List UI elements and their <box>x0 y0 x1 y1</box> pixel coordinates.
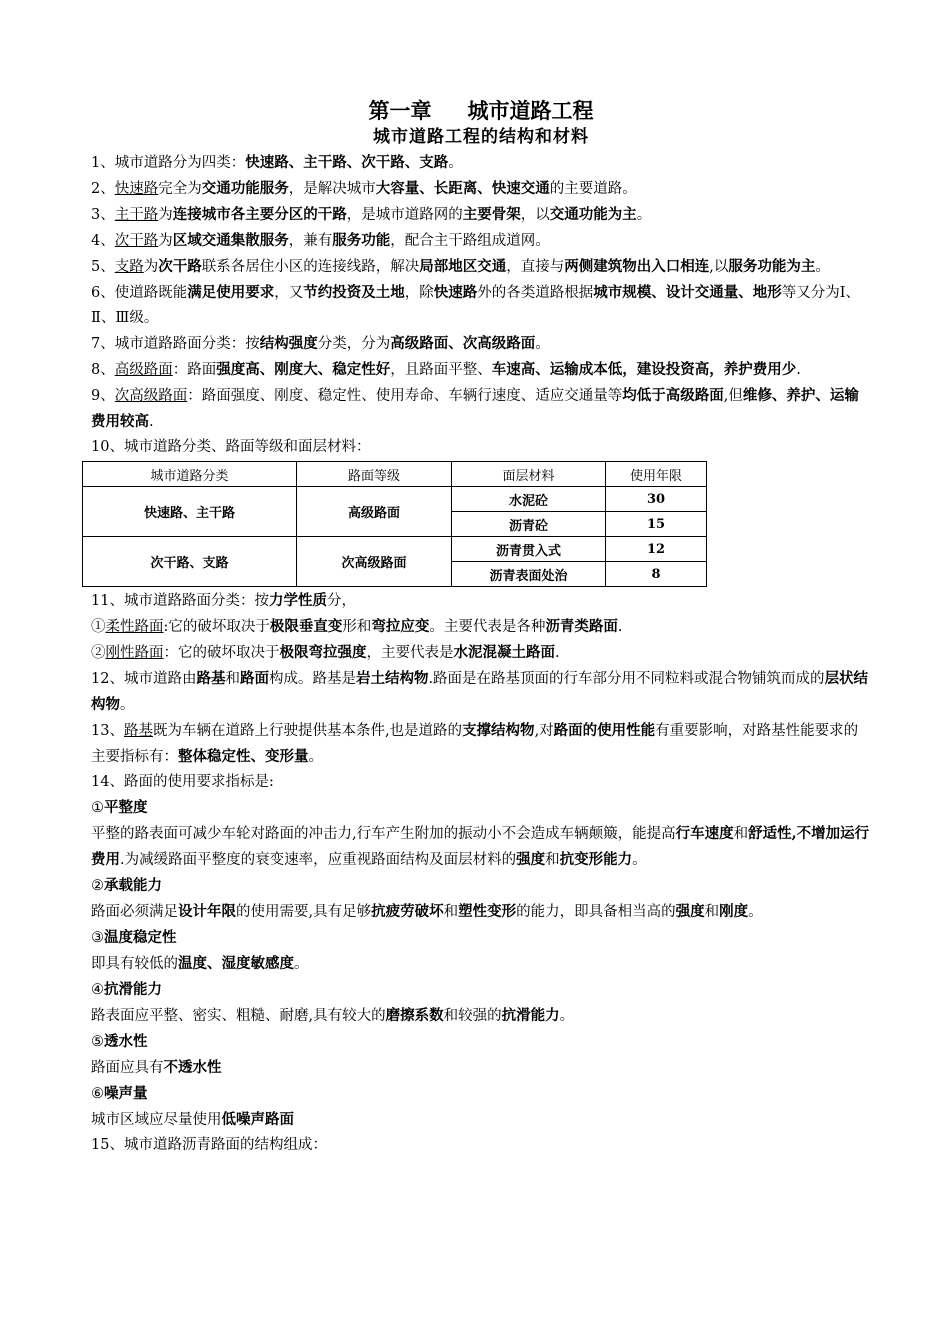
table-cell-category: 次干路、支路 <box>83 537 297 587</box>
table-cell-years: 15 <box>606 512 707 537</box>
table-header-cell: 使用年限 <box>606 462 707 487</box>
paragraph-15: 15、城市道路沥青路面的结构组成： <box>91 1137 327 1153</box>
table-row <box>83 537 707 562</box>
requirement-heading-noise: ⑥噪声量 <box>91 1085 148 1102</box>
requirement-text-flatness: 平整的路表面可减少车轮对路面的冲击力,行车产生附加的振动小不会造成车辆颠簸，能提高行车速度和舒适性,不增加运行费用.为减缓路面平整度的衰变速率，应重视路面结构及面层材料的强度和抗变形能力。 <box>91 825 870 868</box>
requirement-heading-skid: ④抗滑能力 <box>91 981 162 998</box>
paragraph-6: 6、使道路既能满足使用要求，又节约投资及土地，除快速路外的各类道路根据城市规模、设计交通量、地形等又分为Ⅰ、Ⅱ、Ⅲ级。 <box>91 284 860 326</box>
requirement-heading-temperature: ③温度稳定性 <box>91 929 177 946</box>
table-cell-grade: 高级路面 <box>297 487 452 537</box>
paragraph-11: 11、城市道路路面分类：按力学性质分， <box>91 592 356 609</box>
paragraph-11-rigid: ②刚性路面：它的破坏取决于极限弯拉强度，主要代表是水泥混凝土路面. <box>91 644 560 661</box>
requirement-text-skid: 路表面应平整、密实、粗糙、耐磨,具有较大的磨擦系数和较强的抗滑能力。 <box>91 1007 575 1024</box>
table-header-cell: 面层材料 <box>452 462 606 487</box>
table-header-cell: 路面等级 <box>297 462 452 487</box>
table-cell-years: 12 <box>606 537 707 562</box>
chapter-number: 第一章 <box>368 98 432 123</box>
requirement-heading-bearing: ②承载能力 <box>91 877 162 894</box>
paragraph-3: 3、主干路为连接城市各主要分区的干路，是城市道路网的主要骨架，以交通功能为主。 <box>91 206 652 223</box>
paragraph-14: 14、路面的使用要求指标是: <box>91 774 274 790</box>
table-cell-category: 快速路、主干路 <box>83 487 297 537</box>
table-row <box>83 487 707 512</box>
paragraph-13: 13、路基既为车辆在道路上行驶提供基本条件,也是道路的支撑结构物,对路面的使用性能有重要影响，对路基性能要求的主要指标有：整体稳定性、变形量。 <box>91 722 859 765</box>
requirement-heading-flatness: ①平整度 <box>91 799 148 816</box>
table-cell-material: 沥青表面处治 <box>452 562 606 587</box>
table-cell-years: 8 <box>606 562 707 587</box>
paragraph-4: 4、次干路为区域交通集散服务，兼有服务功能，配合主干路组成道网。 <box>91 232 550 249</box>
table-cell-grade: 次高级路面 <box>297 537 452 587</box>
paragraph-1: 1、城市道路分为四类：快速路、主干路、次干路、支路。 <box>91 154 463 171</box>
requirement-heading-permeability: ⑤透水性 <box>91 1033 148 1050</box>
paragraph-10: 10、城市道路分类、路面等级和面层材料： <box>91 439 371 455</box>
requirement-text-noise: 城市区域应尽量使用低噪声路面 <box>91 1111 294 1128</box>
road-classification-table <box>82 461 707 587</box>
paragraph-5: 5、支路为次干路联系各居住小区的连接线路，解决局部地区交通，直接与两侧建筑物出入口相连,以服务功能为主。 <box>91 258 830 275</box>
paragraph-2: 2、快速路完全为交通功能服务，是解决城市大容量、长距离、快速交通的主要道路。 <box>91 180 637 197</box>
paragraph-11-flexible: ①柔性路面:它的破坏取决于极限垂直变形和弯拉应变。主要代表是各种沥青类路面. <box>91 618 623 635</box>
paragraph-9: 9、次高级路面：路面强度、刚度、稳定性、使用寿命、车辆行速度、适应交通量等均低于高级路面,但维修、养护、运输费用较高. <box>91 387 859 430</box>
table-header-cell: 城市道路分类 <box>83 462 297 487</box>
table-cell-material: 沥青贯入式 <box>452 537 606 562</box>
paragraph-7: 7、城市道路路面分类：按结构强度分类，分为高级路面、次高级路面。 <box>91 335 550 352</box>
paragraph-12: 12、城市道路由路基和路面构成。路基是岩土结构物.路面是在路基顶面的行车部分用不同粒料或混合物铺筑而成的层状结构物。 <box>91 670 869 713</box>
requirement-text-temperature: 即具有较低的温度、湿度敏感度。 <box>91 955 309 972</box>
table-cell-material: 沥青砼 <box>452 512 606 537</box>
requirement-text-bearing: 路面必须满足设计年限的使用需要,具有足够抗疲劳破坏和塑性变形的能力，即具备相当高的强度和刚度。 <box>91 903 763 920</box>
chapter-title <box>91 96 871 126</box>
document-page <box>91 96 871 1158</box>
requirement-text-permeability: 路面应具有不透水性 <box>91 1059 222 1076</box>
table-cell-material: 水泥砼 <box>452 487 606 512</box>
table-cell-years: 30 <box>606 487 707 512</box>
table-header-row <box>83 462 707 487</box>
section-title: 城市道路工程的结构和材料 <box>373 127 589 147</box>
paragraph-8: 8、高级路面：路面强度高、刚度大、稳定性好，且路面平整、车速高、运输成本低，建设投资高，养护费用少. <box>91 361 801 378</box>
chapter-name: 城市道路工程 <box>467 98 594 123</box>
